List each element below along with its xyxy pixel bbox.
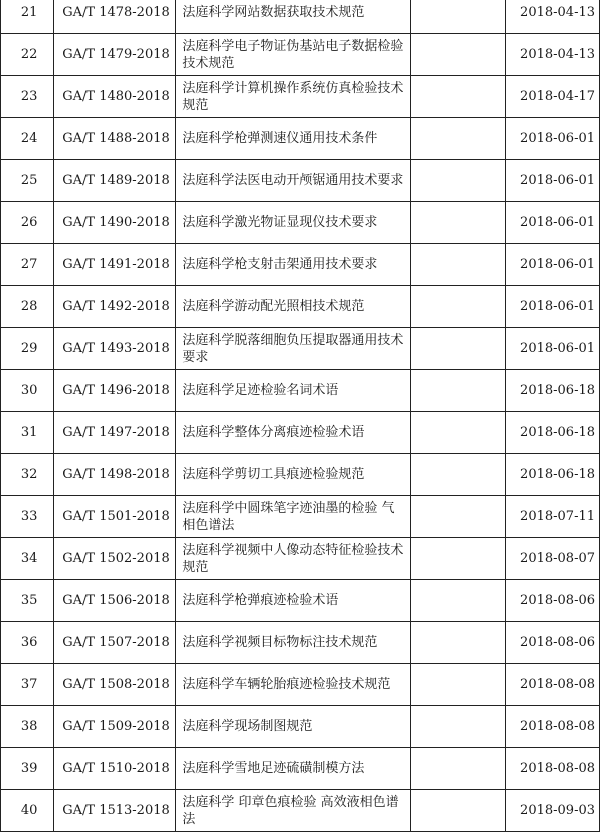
standard-name: 法庭科学雪地足迹硫磺制模方法 (176, 748, 411, 790)
blank-cell (411, 328, 506, 370)
table-row (1, 790, 600, 832)
standard-code: GA/T 1492-2018 (54, 286, 176, 328)
standard-code: GA/T 1510-2018 (54, 748, 176, 790)
standard-name: 法庭科学中圆珠笔字迹油墨的检验 气相色谱法 (176, 496, 411, 538)
standard-name: 法庭科学电子物证伪基站电子数据检验技术规范 (176, 34, 411, 76)
standard-code: GA/T 1513-2018 (54, 790, 176, 832)
release-date: 2018-08-08 (506, 664, 600, 706)
standard-name: 法庭科学足迹检验名词术语 (176, 370, 411, 412)
release-date: 2018-08-08 (506, 748, 600, 790)
row-number: 29 (1, 328, 54, 370)
table-row (1, 580, 600, 622)
standard-code: GA/T 1496-2018 (54, 370, 176, 412)
standard-code: GA/T 1493-2018 (54, 328, 176, 370)
row-number: 26 (1, 202, 54, 244)
row-number: 34 (1, 538, 54, 580)
row-number: 37 (1, 664, 54, 706)
table-row (1, 748, 600, 790)
table-row (1, 412, 600, 454)
release-date: 2018-07-11 (506, 496, 600, 538)
standard-code: GA/T 1478-2018 (54, 0, 176, 34)
blank-cell (411, 244, 506, 286)
blank-cell (411, 0, 506, 34)
row-number: 30 (1, 370, 54, 412)
blank-cell (411, 748, 506, 790)
blank-cell (411, 454, 506, 496)
standard-name: 法庭科学计算机操作系统仿真检验技术规范 (176, 76, 411, 118)
standard-name: 法庭科学枪支射击架通用技术要求 (176, 244, 411, 286)
table-row (1, 286, 600, 328)
table-row (1, 538, 600, 580)
release-date: 2018-04-13 (506, 0, 600, 34)
standard-name: 法庭科学车辆轮胎痕迹检验技术规范 (176, 664, 411, 706)
row-number: 21 (1, 0, 54, 34)
blank-cell (411, 160, 506, 202)
table-row (1, 76, 600, 118)
table-row (1, 328, 600, 370)
release-date: 2018-08-06 (506, 622, 600, 664)
standard-code: GA/T 1501-2018 (54, 496, 176, 538)
standard-code: GA/T 1497-2018 (54, 412, 176, 454)
table-row (1, 34, 600, 76)
blank-cell (411, 34, 506, 76)
standard-name: 法庭科学 印章色痕检验 高效液相色谱法 (176, 790, 411, 832)
release-date: 2018-06-18 (506, 370, 600, 412)
standard-name: 法庭科学现场制图规范 (176, 706, 411, 748)
table-row (1, 244, 600, 286)
standard-code: GA/T 1506-2018 (54, 580, 176, 622)
table-row (1, 118, 600, 160)
blank-cell (411, 76, 506, 118)
standard-code: GA/T 1488-2018 (54, 118, 176, 160)
row-number: 33 (1, 496, 54, 538)
release-date: 2018-06-01 (506, 202, 600, 244)
standard-code: GA/T 1479-2018 (54, 34, 176, 76)
table-row (1, 0, 600, 34)
standard-code: GA/T 1489-2018 (54, 160, 176, 202)
blank-cell (411, 664, 506, 706)
release-date: 2018-06-01 (506, 328, 600, 370)
standard-name: 法庭科学视频目标物标注技术规范 (176, 622, 411, 664)
release-date: 2018-09-03 (506, 790, 600, 832)
standard-code: GA/T 1502-2018 (54, 538, 176, 580)
release-date: 2018-04-17 (506, 76, 600, 118)
table-row (1, 202, 600, 244)
row-number: 24 (1, 118, 54, 160)
release-date: 2018-08-07 (506, 538, 600, 580)
standard-code: GA/T 1509-2018 (54, 706, 176, 748)
standard-code: GA/T 1491-2018 (54, 244, 176, 286)
release-date: 2018-06-01 (506, 244, 600, 286)
standard-name: 法庭科学枪弹测速仪通用技术条件 (176, 118, 411, 160)
row-number: 25 (1, 160, 54, 202)
standard-code: GA/T 1498-2018 (54, 454, 176, 496)
table-row (1, 454, 600, 496)
standards-table-body (1, 0, 600, 832)
standard-code: GA/T 1480-2018 (54, 76, 176, 118)
row-number: 31 (1, 412, 54, 454)
row-number: 40 (1, 790, 54, 832)
row-number: 28 (1, 286, 54, 328)
blank-cell (411, 202, 506, 244)
release-date: 2018-06-18 (506, 412, 600, 454)
table-row (1, 664, 600, 706)
row-number: 36 (1, 622, 54, 664)
blank-cell (411, 706, 506, 748)
standard-code: GA/T 1508-2018 (54, 664, 176, 706)
release-date: 2018-06-01 (506, 286, 600, 328)
blank-cell (411, 622, 506, 664)
blank-cell (411, 286, 506, 328)
blank-cell (411, 496, 506, 538)
release-date: 2018-06-18 (506, 454, 600, 496)
row-number: 32 (1, 454, 54, 496)
blank-cell (411, 790, 506, 832)
standard-name: 法庭科学枪弹痕迹检验术语 (176, 580, 411, 622)
row-number: 27 (1, 244, 54, 286)
row-number: 39 (1, 748, 54, 790)
standard-name: 法庭科学脱落细胞负压提取器通用技术要求 (176, 328, 411, 370)
release-date: 2018-08-08 (506, 706, 600, 748)
standard-name: 法庭科学视频中人像动态特征检验技术规范 (176, 538, 411, 580)
blank-cell (411, 412, 506, 454)
table-row (1, 706, 600, 748)
table-row (1, 160, 600, 202)
table-row (1, 622, 600, 664)
row-number: 22 (1, 34, 54, 76)
row-number: 23 (1, 76, 54, 118)
release-date: 2018-06-01 (506, 160, 600, 202)
release-date: 2018-04-13 (506, 34, 600, 76)
blank-cell (411, 538, 506, 580)
release-date: 2018-06-01 (506, 118, 600, 160)
table-row (1, 496, 600, 538)
row-number: 35 (1, 580, 54, 622)
standard-name: 法庭科学网站数据获取技术规范 (176, 0, 411, 34)
blank-cell (411, 118, 506, 160)
standard-name: 法庭科学激光物证显现仪技术要求 (176, 202, 411, 244)
standard-name: 法庭科学法医电动开颅锯通用技术要求 (176, 160, 411, 202)
standard-name: 法庭科学整体分离痕迹检验术语 (176, 412, 411, 454)
standard-code: GA/T 1507-2018 (54, 622, 176, 664)
table-row (1, 370, 600, 412)
standard-name: 法庭科学游动配光照相技术规范 (176, 286, 411, 328)
blank-cell (411, 580, 506, 622)
standard-code: GA/T 1490-2018 (54, 202, 176, 244)
release-date: 2018-08-06 (506, 580, 600, 622)
standard-name: 法庭科学剪切工具痕迹检验规范 (176, 454, 411, 496)
row-number: 38 (1, 706, 54, 748)
blank-cell (411, 370, 506, 412)
